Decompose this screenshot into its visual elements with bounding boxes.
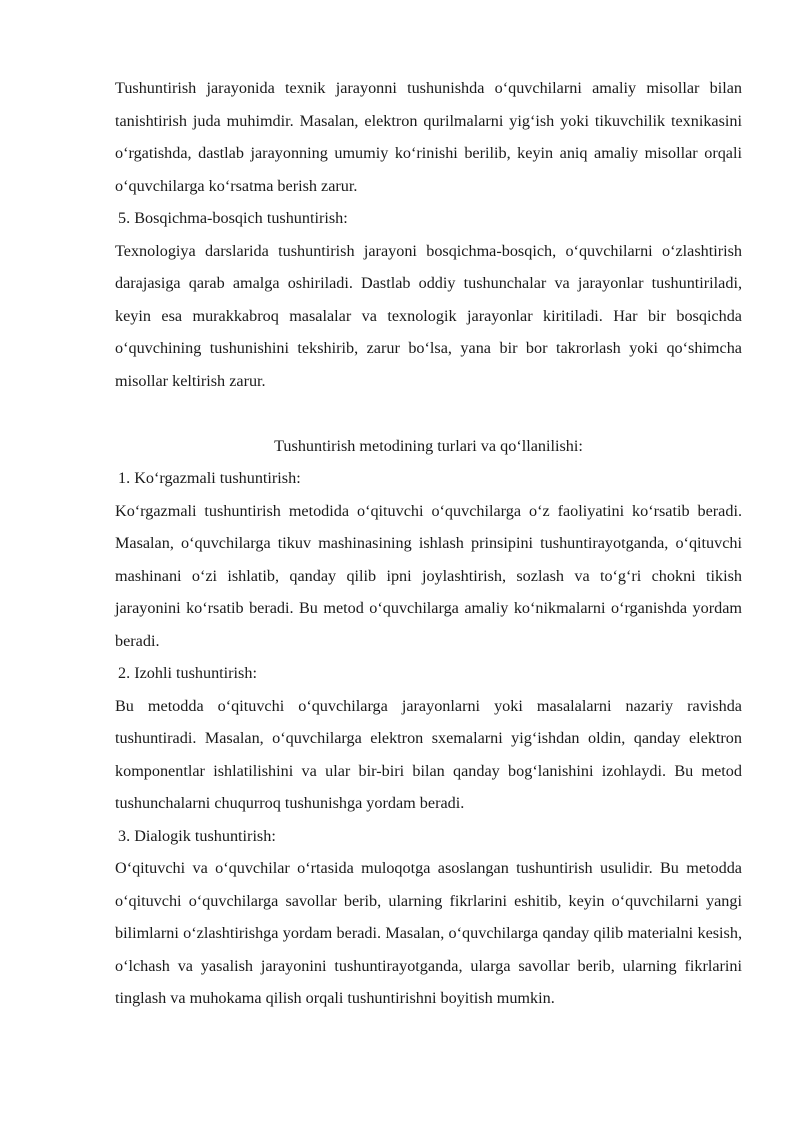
explanatory-heading: 2. Izohli tushuntirish:: [118, 664, 257, 682]
blank-line: [115, 397, 742, 430]
explanatory-paragraph: Bu metodda o‘qituvchi o‘quvchilarga jarayonlarni yoki masalalarni nazariy ravishda tushuntiradi. Masalan, o‘quvchilarga elektron sxemalarni yig‘ishdan oldin, qanday elektron komponentlar ishlatilishini va ular bir-biri bilan qanday bog‘lanishini izohlaydi. Bu metod tushunchalarni chuqurroq tushunishga yordam beradi.: [115, 696, 742, 812]
intro-paragraph: Tushuntirish jarayonida texnik jarayonni tushunishda o‘quvchilarni amaliy misollar bilan tanishtirish juda muhimdir. Masalan, elektron qurilmalarni yig‘ish yoki tikuvchilik texnikasini o‘rgatishda, dastlab jarayonning umumiy ko‘rinishi berilib, keyin aniq amaliy misollar orqali o‘quvchilarga ko‘rsatma berish zarur.: [115, 79, 742, 195]
document-page: [115, 72, 742, 1015]
dialog-heading: 3. Dialogik tushuntirish:: [118, 826, 276, 845]
section-title: Tushuntirish metodining turlari va qo‘llanilishi:: [274, 436, 583, 455]
stepwise-heading: 5. Bosqichma-bosqich tushuntirish:: [118, 209, 348, 227]
dialog-paragraph: O‘qituvchi va o‘quvchilar o‘rtasida muloqotga asoslangan tushuntirish usulidir. Bu metodda o‘qituvchi o‘quvchilarga savollar berib, ularning fikrlarini eshitib, keyin o‘quvchilarni yangi bilimlarni o‘zlashtirishga yordam beradi. Masalan, o‘quvchilarga qanday qilib materialni kesish, o‘lchash va yasalish jarayonini tushuntirayotganda, ularga savollar berib, ularning fikrlarini tinglash va muhokama qilish orqali tushuntirishni boyitish mumkin.: [115, 859, 742, 1007]
visual-paragraph: Ko‘rgazmali tushuntirish metodida o‘qituvchi o‘quvchilarga o‘z faoliyatini ko‘rsatib beradi. Masalan, o‘quvchilarga tikuv mashinasining ishlash prinsipini tushuntirayotganda, o‘qituvchi mashinani o‘zi ishlatib, qanday qilib ipni joylashtirish, sozlash va to‘g‘ri chokni tikish jarayonini ko‘rsatib beradi. Bu metod o‘quvchilarga amaliy ko‘nikmalarni o‘rganishda yordam beradi.: [115, 501, 742, 650]
stepwise-paragraph: Texnologiya darslarida tushuntirish jarayoni bosqichma-bosqich, o‘quvchilarni o‘zlashtirish darajasiga qarab amalga oshiriladi. Dastlab oddiy tushunchalar va jarayonlar tushuntiriladi, keyin esa murakkabroq masalalar va texnologik jarayonlar kiritiladi. Har bir bosqichda o‘quvchining tushunishini tekshirib, zarur bo‘lsa, yana bir bor takrorlash yoki qo‘shimcha misollar keltirish zarur.: [115, 241, 742, 390]
visual-heading: 1. Ko‘rgazmali tushuntirish:: [118, 469, 301, 487]
